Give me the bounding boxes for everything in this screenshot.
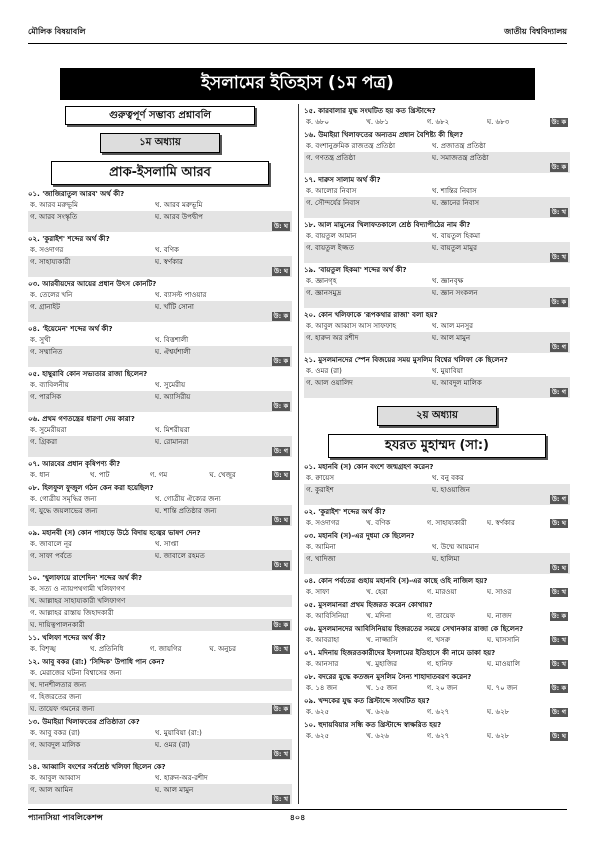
answer-option: ঘ. অ্যাসিরীয় <box>154 393 191 401</box>
answer-option: খ. বনু বকর <box>431 474 464 482</box>
answer-option: খ. ব্যাসল্ট পাওয়ার <box>154 291 207 299</box>
question-text: ০৪. কোন পর্বতের গুহায় মহানবি (স)-এর কাছে ওহি নাজিল হয়? <box>304 577 488 585</box>
header-left: মৌলিক বিষয়াবলি <box>28 26 86 36</box>
option-row <box>28 469 292 481</box>
answer-option: ঘ. আরব উপদ্বীপ <box>154 213 203 221</box>
option-row <box>304 365 570 377</box>
answer-option: ক. ১৪ জন <box>306 684 338 692</box>
answer-key-badge: উ: ক <box>273 357 288 365</box>
answer-option: খ. বায়তুল হিকমা <box>431 232 481 240</box>
answer-option: ঘ. স্বর্ণকার <box>486 519 515 527</box>
option-row <box>28 583 292 595</box>
answer-option: গ. আবদুল মালিক <box>30 741 81 749</box>
important-questions-label: গুরুত্বপূর্ণ সম্ভাব্য প্রশ্নাবলি <box>65 106 255 125</box>
question-item <box>304 600 570 622</box>
question-text: ০৮. হিলফুল ফুজুল গঠন কেন করা হয়েছিল? <box>28 484 154 492</box>
answer-option: খ. বণিক <box>154 246 179 254</box>
answer-option: ঘ. শান্তি প্রতিষ্ঠার জন্য <box>154 507 217 515</box>
answer-option: গ. জায়গির <box>149 645 182 653</box>
answer-option: খ. সাপ্তা <box>154 540 179 548</box>
question-text: ২০. কোন খলিফাকে 'রূপকথার রাজা' বলা হয়? <box>304 311 438 319</box>
question-item <box>304 720 570 742</box>
option-row <box>28 505 292 526</box>
answer-option: খ. হারুন-অর-রশীদ <box>154 774 208 782</box>
right-column <box>304 104 570 804</box>
answer-option: গ. মারওয়া <box>426 588 457 596</box>
answer-option: খ. আল্লাহর সাহায্যকারী খলিফাগণ <box>30 597 126 605</box>
question-text: ১৩. উমাইয়া খিলাফতের প্রতিষ্ঠাতা কে? <box>28 718 140 726</box>
answer-option: খ. ১৫ জন <box>366 684 398 692</box>
answer-option: গ. আরব সংস্কৃতি <box>30 213 78 221</box>
question-item <box>304 696 570 718</box>
option-row <box>28 643 292 655</box>
question-text: ১৬. উমাইয়া খিলাফতের অন্যতম প্রধান বৈশিষ্ট্য কী ছিল? <box>304 131 464 139</box>
answer-option: খ. সুমেরীয় <box>154 381 186 389</box>
question-item <box>304 310 570 353</box>
answer-option: ক. ওমর (রা) <box>306 367 342 375</box>
answer-key-badge: উ: ঘ <box>552 731 566 740</box>
question-text: ১০. 'খুলাফায়ে রাশেদিন' শব্দের অর্থ কী? <box>28 574 143 582</box>
answer-key-badge: উ: খ <box>273 644 288 653</box>
answer-option: খ. দানশীলতার জন্য <box>30 681 87 689</box>
question-text: ০১. মহানবি (স) কোন বংশে জন্মগ্রহণ করেন? <box>304 463 434 471</box>
option-row <box>28 538 292 550</box>
question-text: ১০. হুদায়বিয়ার সন্ধি কত খ্রিস্টাব্দে স্বাক্ষরিত হয়? <box>304 721 442 729</box>
answer-option: গ. জ্ঞানসমুদ্র <box>306 289 342 297</box>
question-text: ০৫. মুসলমানরা প্রথম হিজরত করেন কোথায়? <box>304 601 433 609</box>
answer-option: ঘ. হাওয়াজিন <box>431 486 470 494</box>
answer-option: গ. খাদিজা <box>306 555 336 563</box>
option-row <box>304 185 570 197</box>
question-text: ১৭. দারুস সালাম অর্থ কী? <box>304 176 381 184</box>
answer-option: ঘ. সমাজতন্ত্র প্রতিষ্ঠা <box>431 154 489 162</box>
answer-option: ক. আরব মরুভূমি <box>30 201 78 209</box>
answer-key-badge: উ: খ <box>551 587 566 596</box>
answer-option: ঘ. জাবালে রহমত <box>154 552 205 560</box>
answer-option: ক. ক্বায়েস <box>306 474 334 482</box>
answer-key-badge: উ: ক <box>551 683 566 692</box>
answer-option: খ. বণিক <box>366 519 391 527</box>
option-row <box>28 211 292 232</box>
answer-option: ঘ. নাজদ <box>486 612 512 620</box>
question-item <box>28 369 292 412</box>
option-row <box>28 667 292 679</box>
answer-option: খ. মদিনা <box>366 612 392 620</box>
option-row <box>304 517 570 529</box>
answer-option: ঘ. ৭০ জন <box>486 684 518 692</box>
answer-option: খ. জ্ঞানবৃক্ষ <box>431 277 464 285</box>
question-item <box>28 657 292 715</box>
question-item <box>28 717 292 760</box>
option-row <box>304 484 570 505</box>
answer-option: ক. আবু বকর (রা) <box>30 729 80 737</box>
answer-option: ক. ব্যাবিলনীয় <box>30 381 69 389</box>
answer-option: গ. হানিফ <box>426 660 453 668</box>
question-text: ০৬. মুসলমানদের আবিসিনিয়ায় হিজরতের সময়ে সেখানকার রাজা কে ছিলেন? <box>304 625 524 633</box>
answer-option: ঘ. আবদুল মালিক <box>431 379 482 387</box>
answer-key-badge: উ: ক <box>551 611 566 620</box>
answer-option: গ. সৌন্দর্যের নিবাস <box>306 199 360 207</box>
question-text: ০৯. খন্দকের যুদ্ধ কত খ্রিস্টাব্দে সংঘটিত হয়? <box>304 697 430 705</box>
answer-option: ঘ. আল মামুন <box>431 334 471 342</box>
option-row <box>28 391 292 412</box>
option-row <box>28 703 292 715</box>
answer-option: খ. গোত্রীয় ঐক্যের জন্য <box>154 495 221 503</box>
option-row <box>28 199 292 211</box>
answer-option: ঘ. ঘাসসানি <box>486 636 520 644</box>
answer-key-badge: উ: গ <box>551 388 566 396</box>
option-row <box>304 682 570 694</box>
answer-option: গ. গ্রিকরা <box>30 438 58 446</box>
option-row <box>304 287 570 308</box>
answer-option: ঘ. খেজুর <box>209 471 236 479</box>
answer-option: ক. ৬২৫ <box>306 708 329 716</box>
option-row <box>304 116 570 128</box>
option-row <box>28 691 292 703</box>
option-row <box>304 706 570 718</box>
answer-option: ক. তেলের খনি <box>30 291 73 299</box>
answer-option: ক. আবুল আব্বাস আস সাফফাহ <box>306 322 397 330</box>
chapter-2-section-title: হযরত মুহাম্মদ (সা:) <box>328 434 546 458</box>
question-text: ০৪. 'ইয়েমেন' শব্দের অর্থ কী? <box>28 325 113 333</box>
answer-option: ঘ. খাঁটি সোনা <box>154 303 194 311</box>
question-text: ০২. 'কুরাইশ' শব্দের অর্থ কী? <box>28 235 110 243</box>
question-item <box>304 220 570 263</box>
answer-option: খ. আল মনসুর <box>431 322 473 330</box>
answer-option: ক. আমিনা <box>306 543 336 551</box>
answer-option: ক. জাবালে নূর <box>30 540 72 548</box>
option-row <box>304 332 570 353</box>
answer-option: ক. আবুল আব্বাস <box>30 774 81 782</box>
option-row <box>304 377 570 398</box>
answer-option: গ. গণতন্ত্র প্রতিষ্ঠা <box>306 154 356 162</box>
question-text: ১২. আবু বকর (রা:) 'সিদ্দিক' উপাধি পান কেন? <box>28 658 165 666</box>
question-text: ০৬. প্রথম গণতন্ত্রের ধারণা দেয় কারা? <box>28 415 135 423</box>
question-item <box>28 279 292 322</box>
option-row <box>304 152 570 173</box>
answer-option: খ. হেরা <box>366 588 388 596</box>
option-row <box>304 586 570 598</box>
answer-option: গ. বায়তুল ইজ্জত <box>306 244 355 252</box>
question-text: ১৫. কারবালার যুদ্ধ সংঘটিত হয় কত খ্রিস্টাব্দে? <box>304 107 436 115</box>
answer-key-badge: উ: ক <box>551 298 566 306</box>
page-title: ইসলামের ইতিহাস (১ম পত্র) <box>60 68 535 100</box>
option-row <box>304 197 570 218</box>
answer-option: ক. ৬৮০ <box>306 118 329 126</box>
question-item <box>304 462 570 505</box>
answer-key-badge: উ: খ <box>551 253 566 261</box>
answer-option: গ. ৬২৭ <box>426 732 450 740</box>
answer-option: খ. মিশরীয়রা <box>154 426 190 434</box>
question-item <box>304 531 570 574</box>
option-row <box>28 727 292 739</box>
answer-option: গ. ৬২৭ <box>426 708 450 716</box>
answer-option: গ. পারসিক <box>30 393 62 401</box>
header-rule <box>28 43 567 44</box>
option-row <box>304 320 570 332</box>
answer-option: ক. আলোর নিবাস <box>306 187 357 195</box>
question-text: ০৩. আরবীয়দের আয়ের প্রধান উৎস কোনটি? <box>28 280 157 288</box>
answer-key-badge: উ: ঘ <box>274 222 288 230</box>
question-item <box>304 265 570 308</box>
question-item <box>28 528 292 571</box>
answer-key-badge: উ: গ <box>551 343 566 351</box>
question-item <box>304 624 570 646</box>
page-footer <box>28 812 567 826</box>
answer-option: গ. আল ওয়ালিদ <box>306 379 353 387</box>
page-header <box>28 24 567 40</box>
option-row <box>28 784 292 804</box>
left-column <box>28 104 292 804</box>
answer-option: ক. সুখী <box>30 336 51 344</box>
option-row <box>28 436 292 457</box>
question-item <box>304 576 570 598</box>
question-item <box>304 355 570 398</box>
answer-option: গ. খসরু <box>426 636 451 644</box>
answer-option: ক. আবরাহা <box>306 636 339 644</box>
answer-option: গ. তায়েফ <box>426 612 455 620</box>
answer-option: ঘ. জ্ঞান সংকলন <box>431 289 478 297</box>
question-item <box>304 672 570 694</box>
answer-option: খ. প্রজাতন্ত্র প্রতিষ্ঠা <box>431 142 486 150</box>
answer-option: ঘ. ওমর (রা) <box>154 741 191 749</box>
option-row <box>28 424 292 436</box>
answer-option: ক. সওদাগর <box>30 246 64 254</box>
answer-key-badge: উ: ক <box>551 163 566 171</box>
answer-key-badge: উ: খ <box>551 635 566 644</box>
answer-option: ঘ. ঐশ্বর্যশালী <box>154 348 191 356</box>
question-text: ১১. খলিফা শব্দের অর্থ কী? <box>28 634 106 642</box>
answer-option: গ. ৬৮২ <box>426 118 450 126</box>
option-row <box>304 275 570 287</box>
chapter-1-label: ১ম অধ্যায় <box>100 133 220 153</box>
option-row <box>28 289 292 301</box>
answer-key-badge: উ: খ <box>551 208 566 216</box>
question-item <box>304 175 570 218</box>
answer-option: গ. যুদ্ধে জয়লাভের জন্য <box>30 507 98 515</box>
answer-option: গ. গম <box>149 471 168 479</box>
answer-option: ঘ. বায়তুল মামুর <box>431 244 477 252</box>
answer-option: খ. মুয়াবিয়া <box>431 367 463 375</box>
column-divider <box>298 104 299 804</box>
answer-option: ঘ. রোমানরা <box>154 438 189 446</box>
answer-option: গ. আল্লাহর রাস্তায় জিহাদকারী <box>30 609 114 617</box>
answer-key-badge: উ: খ <box>273 795 288 803</box>
question-text: ১৯. 'বায়তুল হিকমা' শব্দের অর্থ কী? <box>304 266 407 274</box>
question-item <box>28 189 292 232</box>
question-text: ০৩. মহানবি (স)-এর দুধমা কে ছিলেন? <box>304 532 415 540</box>
answer-option: গ. হিজরতের জন্য <box>30 693 82 701</box>
answer-key-badge: উ: ঘ <box>274 561 288 569</box>
question-text: ০৭. মদিনায় হিজরতকারীদের ইসলামের ইতিহাসে কী নামে ডাকা হয়? <box>304 649 496 657</box>
answer-option: গ. গ্রানাইট <box>30 303 60 311</box>
answer-option: খ. মুয়াবিয়া (রা:) <box>154 729 202 737</box>
answer-option: খ. ৬২৬ <box>366 732 389 740</box>
answer-option: ক. বিশৃঙ্খ <box>30 645 56 653</box>
option-row <box>28 550 292 571</box>
answer-option: ক. আনসার <box>306 660 339 668</box>
option-row <box>28 607 292 619</box>
question-item <box>304 106 570 128</box>
answer-option: ক. ৬২৫ <box>306 732 329 740</box>
option-row <box>304 242 570 263</box>
question-item <box>28 762 292 804</box>
answer-option: ক. সুমেরীয়রা <box>30 426 67 434</box>
question-text: ০৮. বদরের যুদ্ধে কতজন মুসলিম সৈন্য শাহাদাতবরণ করেন? <box>304 673 472 681</box>
question-text: ২১. মুসলমানদের স্পেন বিজয়ের সময় মুসলিম বিশ্বের খলিফা কে ছিলেন? <box>304 356 508 364</box>
answer-option: খ. বিত্তশালী <box>154 336 189 344</box>
question-text: ১৮. আল মামুনের খিলাফতকালে শ্রেষ্ঠ বিদ্যাপীঠের নাম কী? <box>304 221 471 229</box>
answer-option: ঘ. ৬২৮ <box>486 732 510 740</box>
answer-key-badge: উ: ক <box>273 402 288 410</box>
option-row <box>304 610 570 622</box>
answer-option: ক. সওদাগর <box>306 519 340 527</box>
answer-option: ঘ. দায়িত্বপালনকারী <box>30 621 85 629</box>
answer-option: গ. কুরাইশ <box>306 486 334 494</box>
option-row <box>28 595 292 607</box>
answer-option: খ. শান্তির নিবাস <box>431 187 477 195</box>
answer-key-badge: উ: ঘ <box>552 564 566 572</box>
chapter-2-label: ২য় অধ্যায় <box>377 406 497 426</box>
left-question-list <box>28 189 292 804</box>
option-row <box>28 334 292 346</box>
option-row <box>28 244 292 256</box>
answer-option: ঘ. আল মামুন <box>154 786 194 794</box>
option-row <box>28 379 292 391</box>
answer-option: ঘ. মাওয়ালি <box>486 660 520 668</box>
answer-key-badge: উ: ক <box>273 704 288 713</box>
option-row <box>304 541 570 553</box>
answer-option: ক. সাফা <box>306 588 330 596</box>
answer-option: ঘ. হালিমা <box>431 555 460 563</box>
answer-option: খ. ৬৮১ <box>366 118 389 126</box>
publisher-name: প্যানাসিয়া পাবলিকেশন্স <box>28 813 103 822</box>
question-text: ০৯. মহানবী (স) কোন পাহাড়ে উঠে বিদায় হজ্বের ভাষণ দেন? <box>28 529 201 537</box>
answer-key-badge: উ: খ <box>273 750 288 758</box>
option-row <box>28 619 292 631</box>
answer-option: ক. বংশানুক্রমিক রাজতন্ত্র প্রতিষ্ঠা <box>306 142 396 150</box>
right-question-list-a <box>304 106 570 398</box>
footer-rule <box>28 809 567 810</box>
option-row <box>304 140 570 152</box>
answer-option: ক. মেরাজের ঘটনা বিশ্বাসের জন্য <box>30 669 122 677</box>
answer-option: ক. জ্ঞানগৃহ <box>306 277 337 285</box>
option-row <box>28 493 292 505</box>
answer-option: ক. গোত্রীয় সমৃদ্ধির জন্য <box>30 495 97 503</box>
question-item <box>304 648 570 670</box>
question-item <box>304 130 570 173</box>
answer-option: গ. সম্মানিত <box>30 348 63 356</box>
answer-key-badge: উ: গ <box>551 707 566 716</box>
question-text: ১৪. আব্বাসি বংশের সর্বশ্রেষ্ঠ খলিফা ছিলেন কে? <box>28 763 166 771</box>
answer-option: ক. বায়তুল আমান <box>306 232 357 240</box>
question-item <box>28 324 292 367</box>
answer-option: খ. উম্মে আয়মান <box>431 543 479 551</box>
answer-key-badge: উ: ঘ <box>274 470 288 479</box>
question-text: ০৫. হাম্বুরাবি কোন সভ্যতার রাজা ছিলেন? <box>28 370 148 378</box>
answer-key-badge: উ: গ <box>273 447 288 455</box>
answer-option: ঘ. জ্ঞানের নিবাস <box>431 199 480 207</box>
answer-option: গ. সাহায্যকারী <box>30 258 71 266</box>
answer-option: খ. আরব মরুভূমি <box>154 201 203 209</box>
question-item <box>28 459 292 481</box>
answer-option: ক. সত্য ও ন্যায়পথগামী খলিফাগণ <box>30 585 126 593</box>
question-item <box>28 234 292 277</box>
chapter-1-section-title: প্রাক-ইসলামি আরব <box>51 161 269 185</box>
answer-option: ঘ. স্বর্ণকার <box>154 258 183 266</box>
option-row <box>304 472 570 484</box>
question-item <box>28 483 292 526</box>
answer-key-badge: উ: ক <box>273 312 288 320</box>
answer-option: খ. মুহাজির <box>366 660 398 668</box>
answer-option: গ. আল আমিন <box>30 786 73 794</box>
answer-option: গ. হারুন অর রশীদ <box>306 334 359 342</box>
option-row <box>28 346 292 367</box>
answer-option: গ. ২০ জন <box>426 684 458 692</box>
answer-option: ঘ. অনুচর <box>209 645 237 653</box>
answer-key-badge: উ: ক <box>273 620 288 629</box>
answer-key-badge: উ: ঘ <box>274 516 288 524</box>
answer-option: ক. আবিসিনিয়া <box>306 612 349 620</box>
option-row <box>304 553 570 574</box>
answer-option: ঘ. ৬৮৩ <box>486 118 510 126</box>
question-item <box>28 633 292 655</box>
question-item <box>28 414 292 457</box>
question-text: ০২. 'কুরাইশ' শব্দের অর্থ কী? <box>304 508 386 516</box>
answer-option: ঘ. তায়েফ গমনের জন্য <box>30 705 95 713</box>
answer-key-badge: উ: গ <box>551 495 566 503</box>
answer-option: খ. নাজ্জাসি <box>366 636 398 644</box>
answer-key-badge: উ: ঘ <box>274 267 288 275</box>
answer-option: ঘ. ৬২৮ <box>486 708 510 716</box>
question-item <box>28 573 292 631</box>
answer-option: গ. সাহায্যকারী <box>426 519 467 527</box>
header-right: জাতীয় বিশ্ববিদ্যালয় <box>504 26 567 36</box>
option-row <box>28 679 292 691</box>
question-text: ০৭. আরবের প্রধান কৃষিপণ্য কী? <box>28 460 121 468</box>
page-number: ৪০৪ <box>289 813 306 822</box>
question-text: ০১. 'জাজিরাতুল আরব' অর্থ কী? <box>28 190 125 198</box>
option-row <box>304 634 570 646</box>
answer-option: ঘ. সাওর <box>486 588 512 596</box>
answer-option: খ. পাট <box>89 471 110 479</box>
answer-option: খ. প্রতিনিধি <box>89 645 124 653</box>
option-row <box>28 739 292 760</box>
answer-key-badge: উ: খ <box>551 659 566 668</box>
option-row <box>304 730 570 742</box>
question-item <box>304 507 570 529</box>
option-row <box>304 658 570 670</box>
answer-key-badge: উ: ঘ <box>552 518 566 527</box>
option-row <box>28 772 292 784</box>
right-question-list-b <box>304 462 570 742</box>
answer-key-badge: উ: ক <box>551 117 566 126</box>
answer-option: ক. ধান <box>30 471 50 479</box>
answer-option: গ. সাফা পর্বতে <box>30 552 72 560</box>
option-row <box>304 230 570 242</box>
answer-option: খ. ৬২৬ <box>366 708 389 716</box>
option-row <box>28 301 292 322</box>
option-row <box>28 256 292 277</box>
